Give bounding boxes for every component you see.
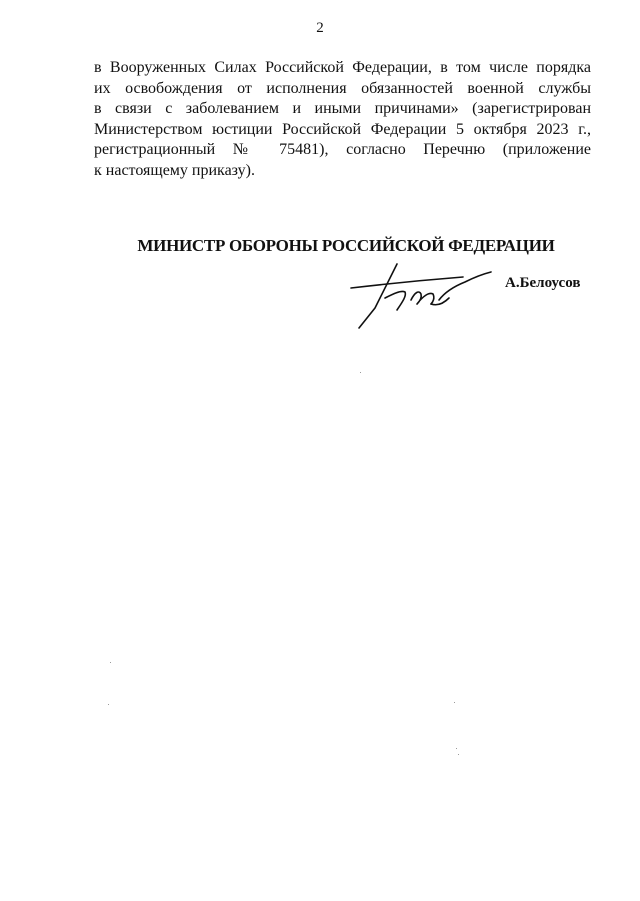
scan-speck [454,702,455,703]
scan-speck [456,748,457,749]
scan-speck [360,372,361,373]
body-paragraph [94,58,591,181]
body-line: к настоящему приказу). [94,161,255,179]
scan-speck [110,662,111,663]
body-line: Министерством юстиции Российской Федерации 5 октября 2023 г., [94,120,591,138]
scan-speck [458,754,459,755]
body-line: их освобождения от исполнения обязанностей военной службы [94,79,591,97]
signer-name: А.Белоусов [505,275,581,291]
body-line: в Вооруженных Силах Российской Федерации, в том числе порядка [94,59,591,76]
scan-speck [108,704,109,705]
body-line: регистрационный № 75481), согласно Перечню (приложение [94,141,591,158]
body-line: в связи с заболеванием и иными причинами» (зарегистрирован [94,100,591,117]
page-number: 2 [316,20,324,36]
handwritten-signature-icon [345,260,505,340]
signatory-title: МИНИСТР ОБОРОНЫ РОССИЙСКОЙ ФЕДЕРАЦИИ [137,236,555,255]
